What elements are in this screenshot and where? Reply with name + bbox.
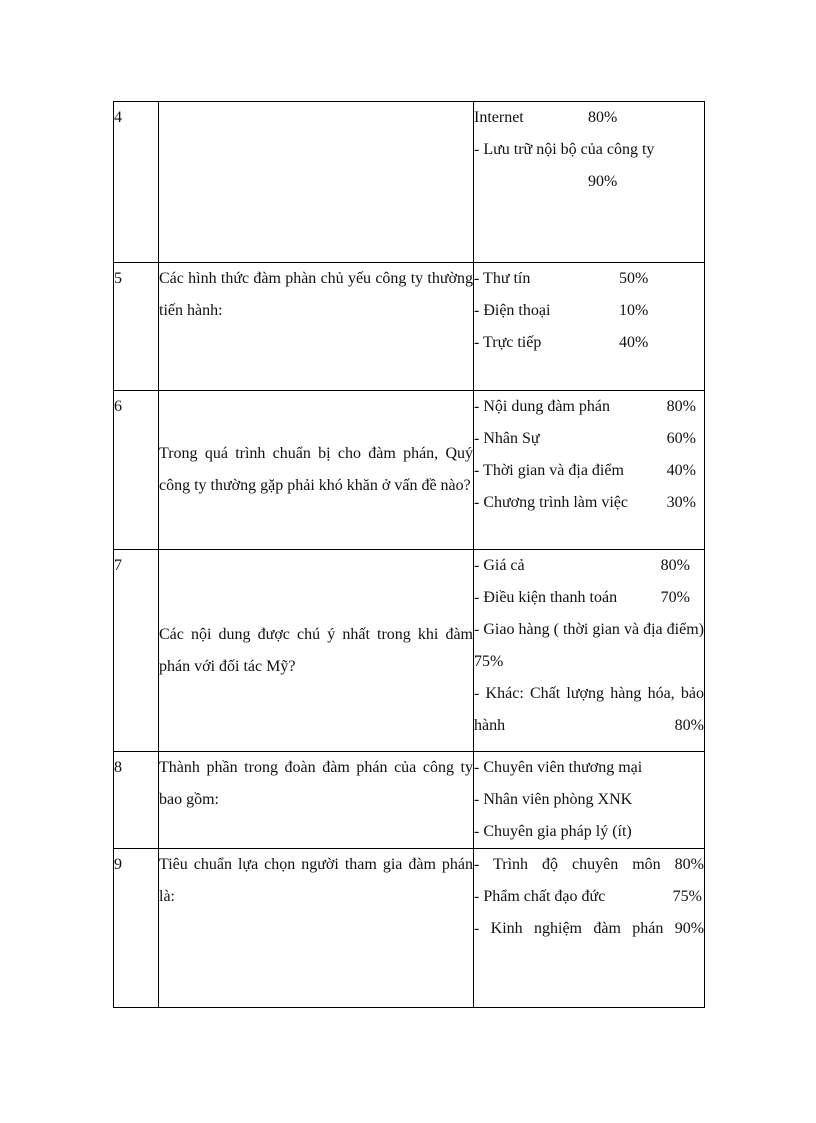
answer-line: - Điều kiện thanh toán 70% — [474, 589, 690, 606]
answer-cell — [474, 849, 705, 1008]
row-number: 7 — [114, 550, 159, 752]
table-row — [114, 102, 705, 263]
row-number: 6 — [114, 391, 159, 550]
answer-line: - Phẩm chất đạo đức 75% — [474, 888, 702, 905]
question-cell: Các hình thức đàm phàn chủ yếu công ty thường tiến hành: — [159, 263, 474, 391]
question-cell: Trong quá trình chuẩn bị cho đàm phán, Quý công ty thường gặp phải khó khăn ở vấn đề nào? — [159, 391, 474, 550]
question-cell — [159, 102, 474, 263]
question-cell: Các nội dung được chú ý nhất trong khi đàm phán với đối tác Mỹ? — [159, 550, 474, 752]
row-number: 9 — [114, 849, 159, 1008]
answer-cell — [474, 752, 705, 849]
answer-cell — [474, 263, 705, 391]
answer-line: - Kinh nghiệm đàm phán 90% — [474, 920, 705, 937]
answer-line: - Nội dung đàm phán 80% — [474, 398, 696, 415]
answer-line: - Nhân Sự 60% — [474, 430, 696, 447]
answer-line: - Thư tín 50% — [474, 270, 649, 287]
row-number: 8 — [114, 752, 159, 849]
table-row — [114, 263, 705, 391]
answer-line: - Lưu trữ nội bộ của công ty — [474, 141, 655, 158]
survey-table — [113, 101, 705, 1008]
answer-cell — [474, 550, 705, 752]
table-row — [114, 752, 705, 849]
answer-line: - Giá cả 80% — [474, 557, 690, 574]
answer-line: - Chương trình làm việc 30% — [474, 494, 696, 511]
answer-line: 90% — [588, 173, 618, 190]
answer-cell — [474, 391, 705, 550]
question-cell: Tiêu chuẩn lựa chọn người tham gia đàm phán là: — [159, 849, 474, 1008]
answer-line: - Nhân viên phòng XNK — [474, 791, 633, 808]
answer-line: - Thời gian và địa điểm 40% — [474, 462, 696, 479]
table-row — [114, 849, 705, 1008]
answer-line: - Khác: Chất lượng hàng hóa, bảo hành 80% — [474, 685, 704, 734]
row-number: 4 — [114, 102, 159, 263]
answer-line: Internet 80% — [474, 109, 618, 126]
table-row — [114, 550, 705, 752]
answer-line: - Trình độ chuyên môn 80% — [474, 856, 704, 873]
question-cell: Thành phần trong đoàn đàm phán của công ty bao gồm: — [159, 752, 474, 849]
answer-line: - Chuyên viên thương mại — [474, 759, 643, 776]
table-row — [114, 391, 705, 550]
answer-line: - Giao hàng ( thời gian và địa điểm) 75% — [474, 621, 704, 670]
row-number: 5 — [114, 263, 159, 391]
answer-line: - Trực tiếp 40% — [474, 334, 649, 351]
answer-cell — [474, 102, 705, 263]
answer-line: - Chuyên gia pháp lý (ít) — [474, 823, 632, 840]
answer-line: - Điện thoại 10% — [474, 302, 649, 319]
